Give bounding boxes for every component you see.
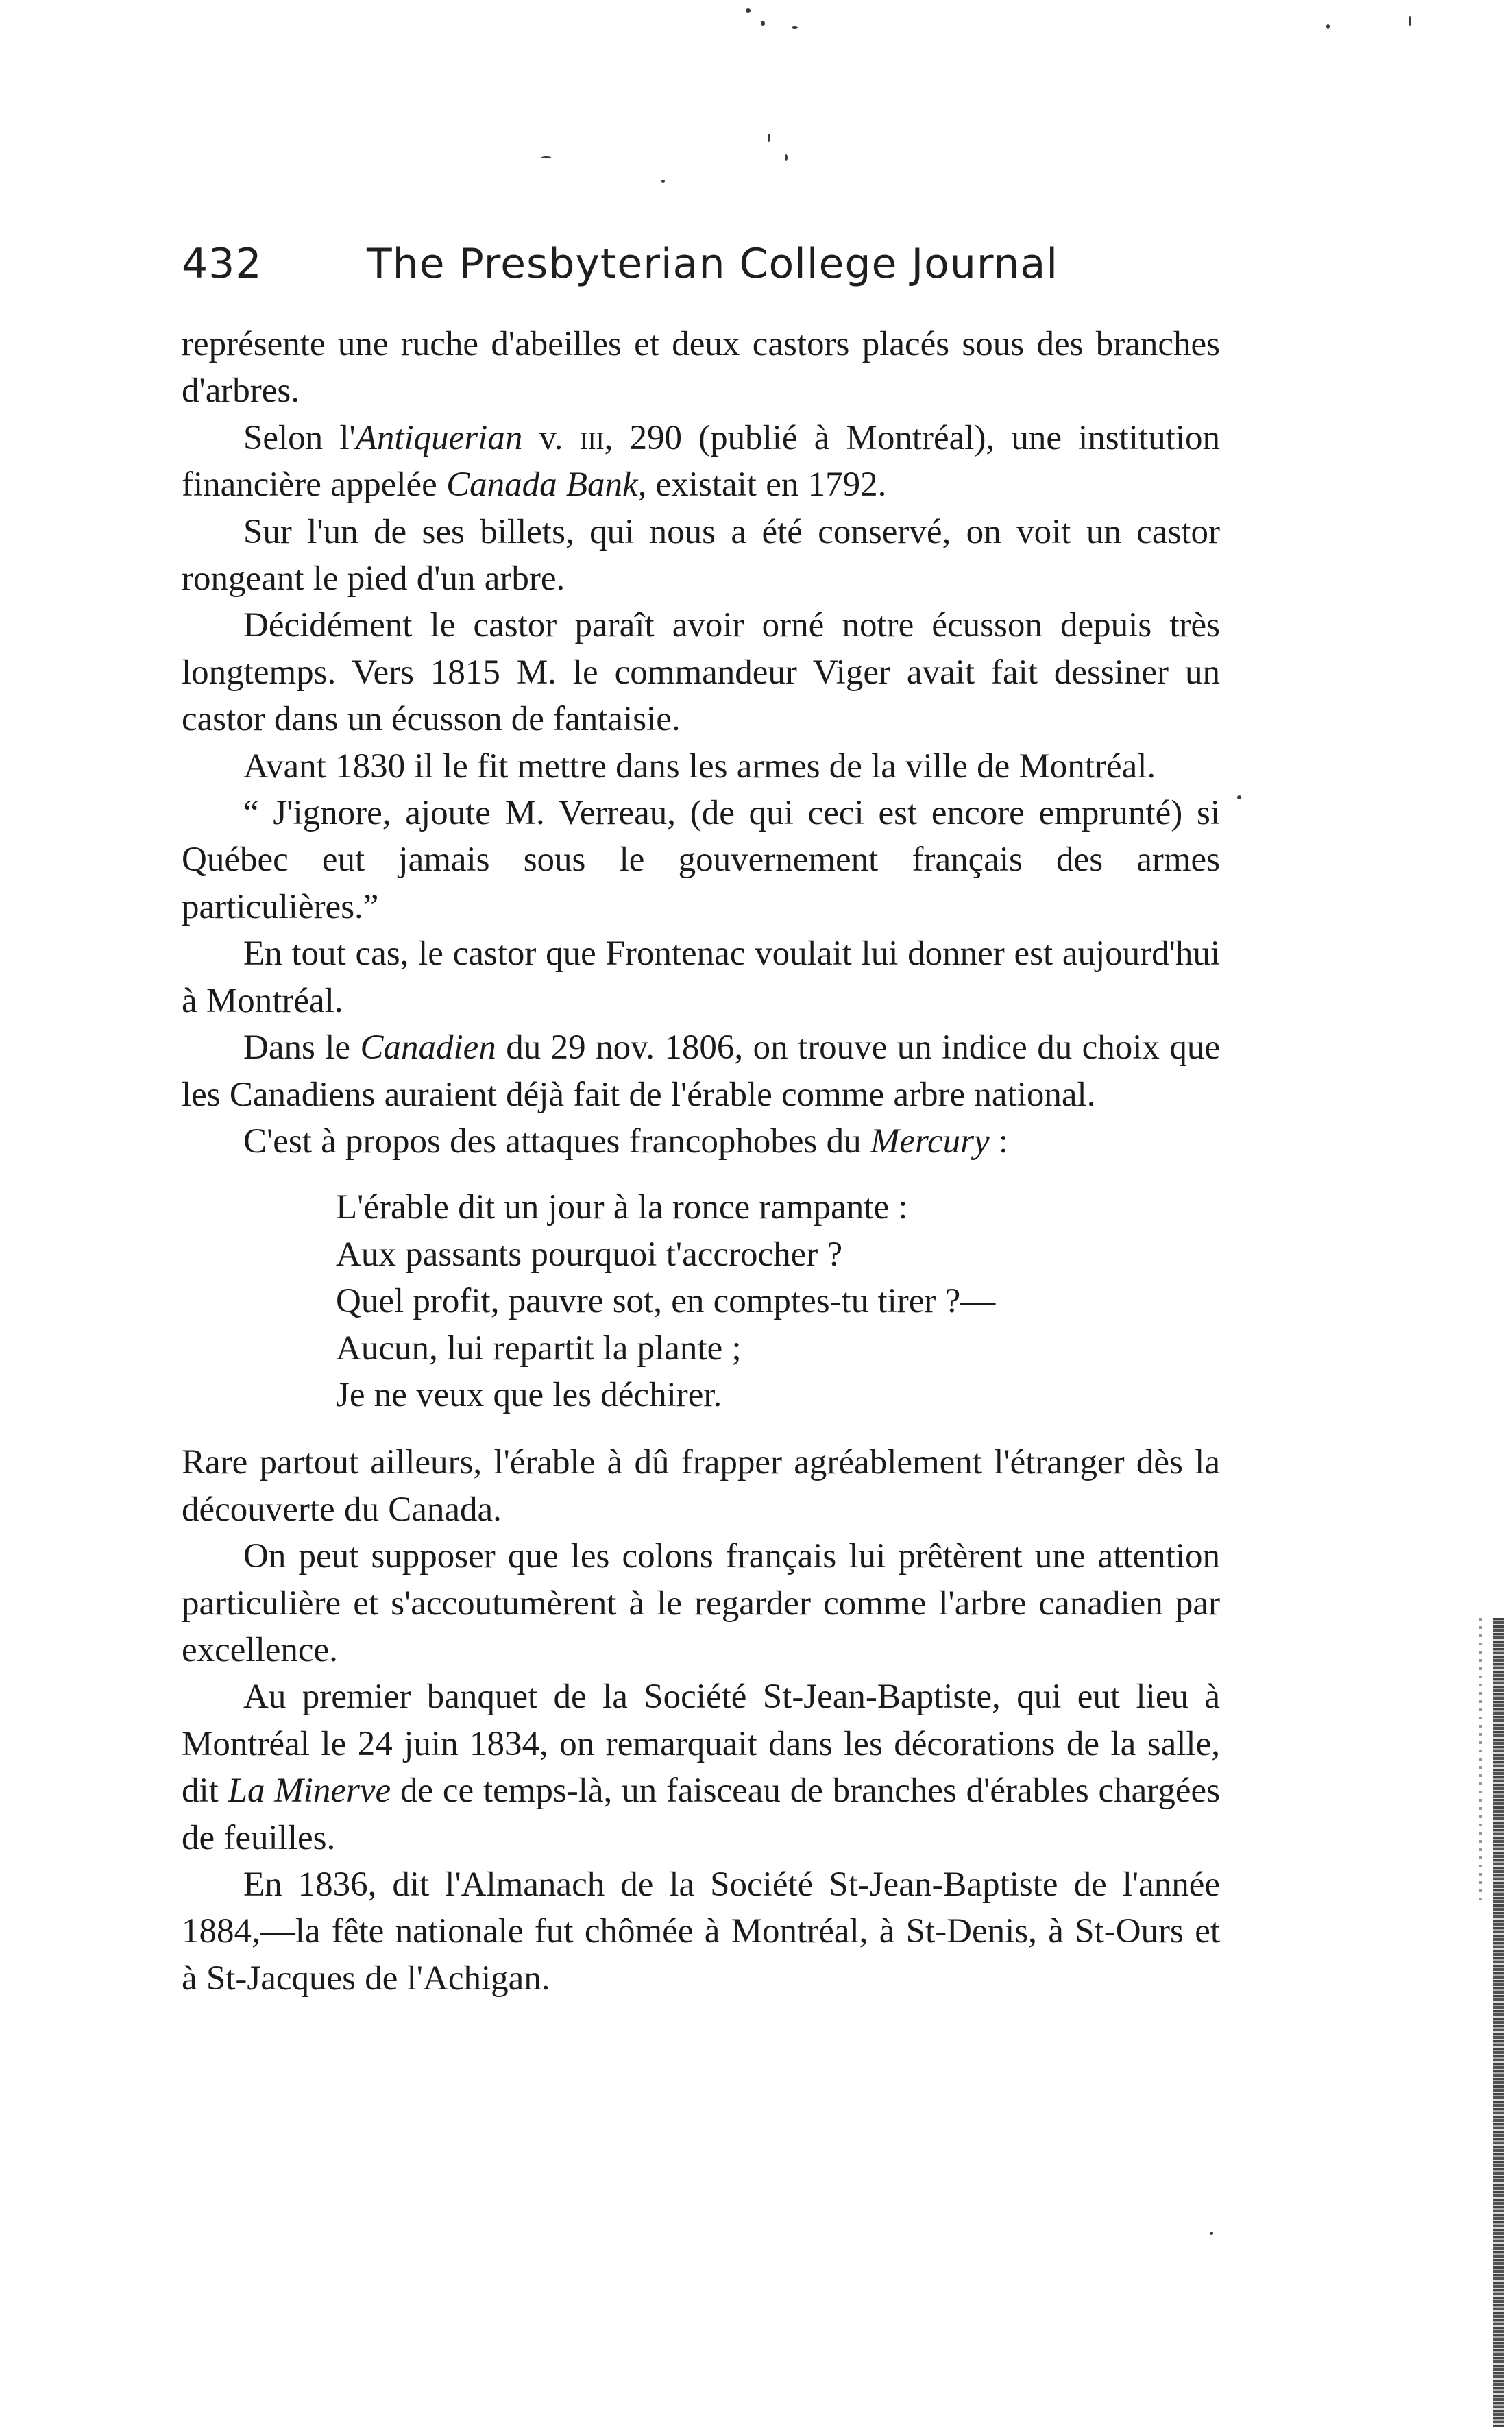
scan-speck (792, 26, 798, 29)
paragraph-12: Au premier banquet de la Société St-Jean-Baptiste, qui eut lieu à Montréal le 24 juin 1834, on remarquait dans les décorations de la salle, dit La Minerve de ce temps-là, un faisceau de branches d'érables chargées de feuilles. (182, 1678, 1220, 1857)
verse-block (336, 1184, 1220, 1418)
scan-speck (1326, 24, 1330, 29)
paragraph-2: Selon l'Antiquerian v. iii, 290 (publié à Montréal), une institution financière appelée Canada Bank, existait en 1792. (182, 418, 1220, 505)
paragraph-1: représente une ruche d'abeilles et deux castors placés sous des branches d'arbres. (182, 325, 1220, 411)
page-header (182, 226, 1237, 302)
scan-speck (1237, 795, 1241, 799)
paragraph-11: On peut supposer que les colons français lui prêtèrent une attention particulière et s'accoutumèrent à le regarder comme l'arbre canadien par excellence. (182, 1537, 1220, 1669)
paragraph-5: Avant 1830 il le fit mettre dans les armes de la ville de Montréal. (243, 747, 1156, 786)
verse-line: Aucun, lui repartit la plante ; (336, 1329, 742, 1368)
paragraph-3: Sur l'un de ses billets, qui nous a été conservé, on voit un castor rongeant le pied d'un arbre. (182, 512, 1220, 598)
scan-speck (661, 180, 665, 183)
scan-speck (746, 8, 751, 13)
scan-speck (761, 21, 765, 26)
scan-speck (785, 154, 788, 161)
scan-speck (768, 134, 770, 142)
verse-line: L'érable dit un jour à la ronce rampante : (336, 1188, 908, 1227)
verse-line: Aux passants pourquoi t'accrocher ? (336, 1235, 843, 1274)
body-text (182, 321, 1220, 2002)
paragraph-8: Dans le Canadien du 29 nov. 1806, on trouve un indice du choix que les Canadiens auraient déjà fait de l'érable comme arbre national. (182, 1028, 1220, 1114)
title-antiquerian: Antiquerian (355, 418, 523, 457)
running-title: The Presbyterian College Journal (367, 240, 1058, 288)
paragraph-9: C'est à propos des attaques francophobes du Mercury : (243, 1122, 1009, 1161)
paragraph-6: “ J'ignore, ajoute M. Verreau, (de qui ceci est encore emprunté) si Québec eut jamais sous le gouvernement français des armes particulières.” (182, 794, 1220, 926)
paragraph-10: Rare partout ailleurs, l'érable à dû frapper agréablement l'étranger dès la découverte du Canada. (182, 1443, 1220, 1529)
scan-speck (1409, 16, 1411, 26)
page-number: 432 (182, 240, 263, 288)
paragraph-7: En tout cas, le castor que Frontenac voulait lui donner est aujourd'hui à Montréal. (182, 934, 1220, 1020)
title-mercury: Mercury (870, 1122, 990, 1161)
title-canada-bank: Canada Bank, (446, 465, 647, 505)
scan-speck (1210, 2232, 1213, 2235)
scan-edge-shadow (1479, 1618, 1482, 1906)
verse-line: Quel profit, pauvre sot, en comptes-tu tirer ?— (336, 1282, 996, 1321)
scan-speck (541, 156, 551, 158)
paragraph-4: Décidément le castor paraît avoir orné notre écusson depuis très longtemps. Vers 1815 M. le commandeur Viger avait fait dessiner un castor dans un écusson de fantaisie. (182, 606, 1220, 739)
paragraph-13: En 1836, dit l'Almanach de la Société St-Jean-Baptiste de l'année 1884,—la fête nationale fut chômée à Montréal, à St-Denis, à St-Ours et à St-Jacques de l'Achigan. (182, 1865, 1220, 1998)
title-canadien: Canadien (360, 1028, 496, 1067)
scan-edge-binding (1493, 1618, 1504, 2427)
title-la-minerve: La Minerve (228, 1771, 391, 1811)
verse-line: Je ne veux que les déchirer. (336, 1375, 722, 1414)
volume-number: iii (579, 418, 605, 457)
